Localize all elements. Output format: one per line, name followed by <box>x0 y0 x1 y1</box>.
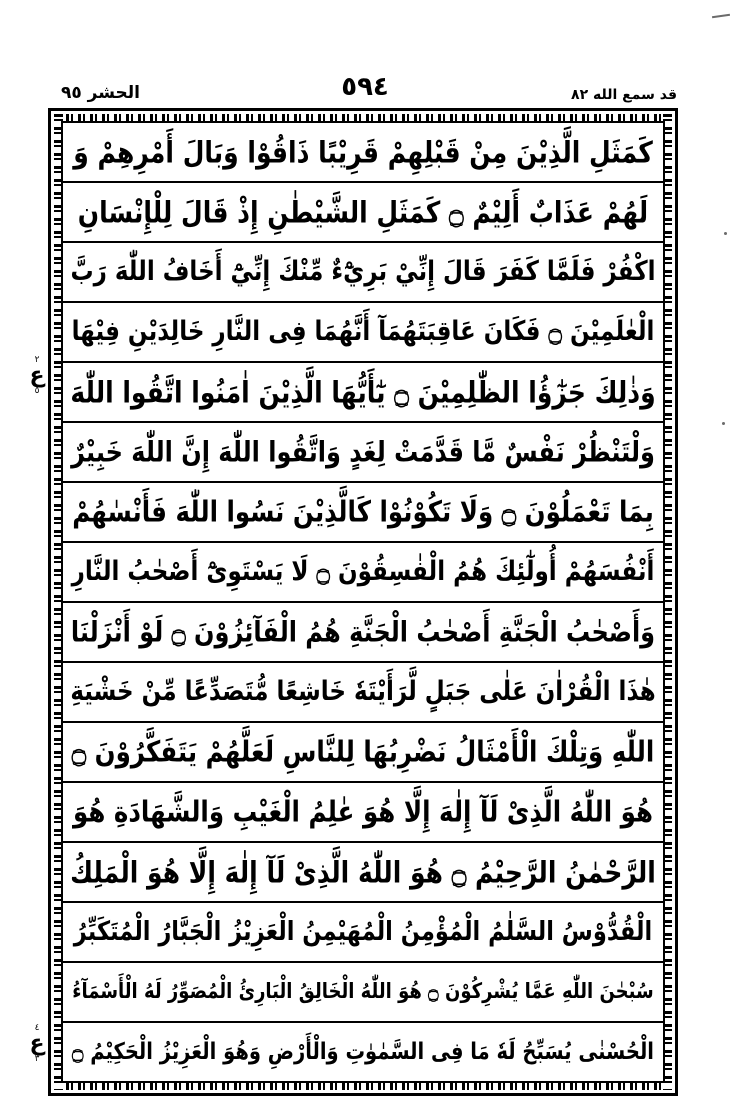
ayah-line <box>63 543 663 603</box>
surah-name-label: الحشر ٥٩ <box>61 83 141 103</box>
ayah-line-text: وَذٰلِكَ جَزٰٓؤُا الظّٰلِمِيْنَ ۝ يٰٓأَيُّهَا الَّذِيْنَ اٰمَنُوا اتَّقُوا اللّٰهَ <box>70 374 656 410</box>
ayah-line <box>63 903 663 963</box>
ayah-line <box>63 783 663 843</box>
ayah-line-text: وَلْتَنْظُرْ نَفْسٌ مَّا قَدَّمَتْ لِغَدٍ وَاتَّقُوا اللّٰهَ إِنَّ اللّٰهَ خَبِيْرٌ <box>71 435 655 469</box>
ayah-line-text: وَأَصْحٰبُ الْجَنَّةِ أَصْحٰبُ الْجَنَّةِ هُمُ الْفَآئِزُوْنَ ۝ لَوْ أَنْزَلْنَا <box>70 615 656 649</box>
ayah-line <box>63 963 663 1023</box>
ayah-line-text: سُبْحٰنَ اللّٰهِ عَمَّا يُشْرِكُوْنَ ۝ هُوَ اللّٰهُ الْخَالِقُ الْبَارِئُ الْمُصَوِّرُ لَهُ الْأَسْمَآءُ <box>72 979 654 1004</box>
ayah-line-text: كَمَثَلِ الَّذِيْنَ مِنْ قَبْلِهِمْ قَرِيْبًا ذَاقُوْا وَبَالَ أَمْرِهِمْ وَ <box>73 134 653 170</box>
ayah-line-text: الْعٰلَمِيْنَ ۝ فَكَانَ عَاقِبَتَهُمَآ أَنَّهُمَا فِى النَّارِ خَالِدَيْنِ فِيْهَا <box>71 316 655 347</box>
scan-artifact-mark <box>712 14 730 18</box>
ruku-ain-icon: ع <box>29 363 45 388</box>
decorative-page-frame <box>48 108 678 1096</box>
ayah-line-text: الْحُسْنٰى يُسَبِّحُ لَهٗ مَا فِى السَّمٰوٰتِ وَالْأَرْضِ وَهُوَ الْعَزِيْزُ الْحَكِيْمُ ۝ <box>72 1038 654 1066</box>
ruku-ain-icon: ع <box>29 1031 45 1056</box>
ayah-line <box>63 423 663 483</box>
ayah-line-text: اللّٰهِ وَتِلْكَ الْأَمْثَالُ نَضْرِبُهَا لِلنَّاسِ لَعَلَّهُمْ يَتَفَكَّرُوْنَ ۝ <box>71 734 655 769</box>
ayah-line <box>63 243 663 303</box>
ayah-line <box>63 183 663 243</box>
juz-name-label: قد سمع الله ٢٨ <box>571 87 677 103</box>
ayah-line-text: بِمَا تَعْمَلُوْنَ ۝ وَلَا تَكُوْنُوْا كَالَّذِيْنَ نَسُوا اللّٰهَ فَأَنْسٰهُمْ <box>72 494 654 529</box>
ayah-line <box>63 843 663 903</box>
ayah-line <box>63 123 663 183</box>
ayah-line-text: اكْفُرْ فَلَمَّا كَفَرَ قَالَ إِنِّيْ بَرِيْٓءٌ مِّنْكَ إِنِّيْٓ أَخَافُ اللّٰهَ رَبَّ <box>70 256 656 287</box>
ayah-line <box>63 723 663 783</box>
ayah-line-text: هُوَ اللّٰهُ الَّذِىْ لَآ إِلٰهَ إِلَّا هُوَ عٰلِمُ الْغَيْبِ وَالشَّهَادَةِ هُوَ <box>73 794 653 829</box>
ruku-bottom-number: ٣ <box>34 1054 40 1064</box>
ayah-line-text: الْقُدُّوْسُ السَّلٰمُ الْمُؤْمِنُ الْمُهَيْمِنُ الْعَزِيْزُ الْجَبَّارُ الْمُتَكَبِّرُ <box>73 916 653 948</box>
text-block <box>61 121 665 1083</box>
ayah-line <box>63 363 663 423</box>
page-header <box>45 60 685 102</box>
page-number: ٤٩٥ <box>341 72 389 102</box>
ayah-line <box>63 663 663 723</box>
ayah-line <box>63 303 663 363</box>
ayah-line-text: لَهُمْ عَذَابٌ أَلِيْمٌ ۝ كَمَثَلِ الشَّيْطٰنِ إِذْ قَالَ لِلْإِنْسَانِ <box>77 194 649 230</box>
ayah-line <box>63 483 663 543</box>
ruku-bottom-number: ٥ <box>34 386 40 396</box>
scan-artifact-dot <box>724 232 727 235</box>
ayah-line-text: أَنْفُسَهُمْ أُولٰٓئِكَ هُمُ الْفٰسِقُوْنَ ۝ لَا يَسْتَوِىْٓ أَصْحٰبُ النَّارِ <box>71 556 655 587</box>
ruku-top-number: ٢ <box>34 355 40 365</box>
ruku-top-number: ٤ <box>34 1023 40 1033</box>
ayah-line <box>63 603 663 663</box>
ayah-line <box>63 1023 663 1081</box>
ayah-line-list <box>63 123 663 1081</box>
ayah-line-text: الرَّحْمٰنُ الرَّحِيْمُ ۝ هُوَ اللّٰهُ الَّذِىْ لَآ إِلٰهَ إِلَّا هُوَ الْمَلِكُ <box>70 854 656 890</box>
scan-artifact-dot <box>722 422 725 425</box>
ayah-line-text: هٰذَا الْقُرْاٰنَ عَلٰى جَبَلٍ لَّرَأَيْتَهٗ خَاشِعًا مُّتَصَدِّعًا مِّنْ خَشْيَةِ <box>70 676 656 707</box>
